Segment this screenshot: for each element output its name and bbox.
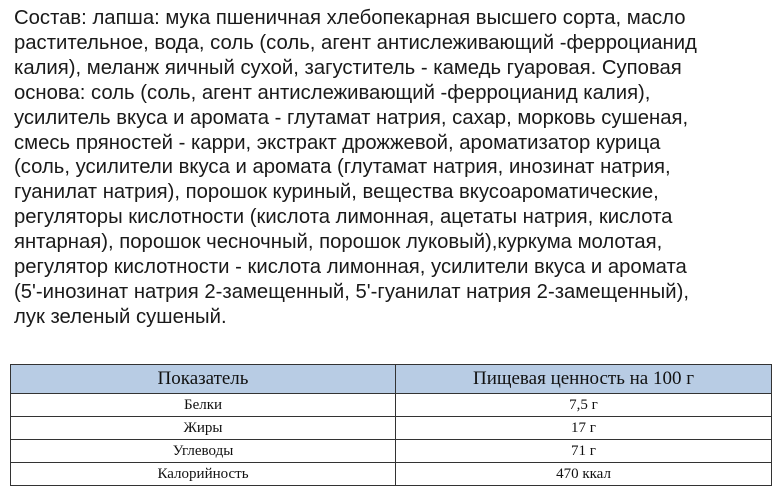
- indicator-cell: Углеводы: [11, 440, 396, 463]
- composition-line: гуанилат натрия), порошок куриный, вещества вкусоароматические,: [14, 181, 659, 204]
- indicator-cell: Жиры: [11, 417, 396, 440]
- composition-line: Состав: лапша: мука пшеничная хлебопекарная высшего сорта, масло: [14, 7, 686, 29]
- composition-line: смесь пряностей - карри, экстракт дрожжевой, ароматизатор курица: [14, 131, 661, 154]
- composition-line: основа: соль (соль, агент антислеживающий -ферроцианид калия),: [14, 81, 651, 104]
- nutrition-table: [10, 364, 772, 486]
- table-header-row: [11, 365, 772, 394]
- table-row: [11, 463, 772, 486]
- value-cell: 17 г: [396, 417, 772, 440]
- composition-line: регулятор кислотности - кислота лимонная, усилители вкуса и аромата: [14, 256, 687, 279]
- composition-line: янтарная), порошок чесночный, порошок луковый),куркума молотая,: [14, 231, 663, 254]
- value-cell: 7,5 г: [396, 394, 772, 417]
- composition-text: [14, 6, 780, 330]
- column-header-indicator: Показатель: [11, 365, 396, 394]
- indicator-cell: Белки: [11, 394, 396, 417]
- value-cell: 71 г: [396, 440, 772, 463]
- column-header-value: Пищевая ценность на 100 г: [396, 365, 772, 394]
- composition-line: усилитель вкуса и аромата - глутамат натрия, сахар, морковь сушеная,: [14, 106, 689, 129]
- indicator-cell: Калорийность: [11, 463, 396, 486]
- value-cell: 470 ккал: [396, 463, 772, 486]
- composition-line: растительное, вода, соль (соль, агент антислеживающий -ферроцианид: [14, 31, 697, 54]
- table-row: [11, 417, 772, 440]
- composition-line: лук зеленый сушеный.: [14, 305, 227, 328]
- composition-line: (соль, усилители вкуса и аромата (глутамат натрия, инозинат натрия,: [14, 156, 671, 179]
- table-row: [11, 394, 772, 417]
- composition-line: (5'-инозинат натрия 2-замещенный, 5'-гуанилат натрия 2-замещенный),: [14, 280, 689, 303]
- table-row: [11, 440, 772, 463]
- composition-line: калия), меланж яичный сухой, загуститель - камедь гуаровая. Суповая: [14, 56, 682, 79]
- composition-line: регуляторы кислотности (кислота лимонная, ацетаты натрия, кислота: [14, 206, 673, 229]
